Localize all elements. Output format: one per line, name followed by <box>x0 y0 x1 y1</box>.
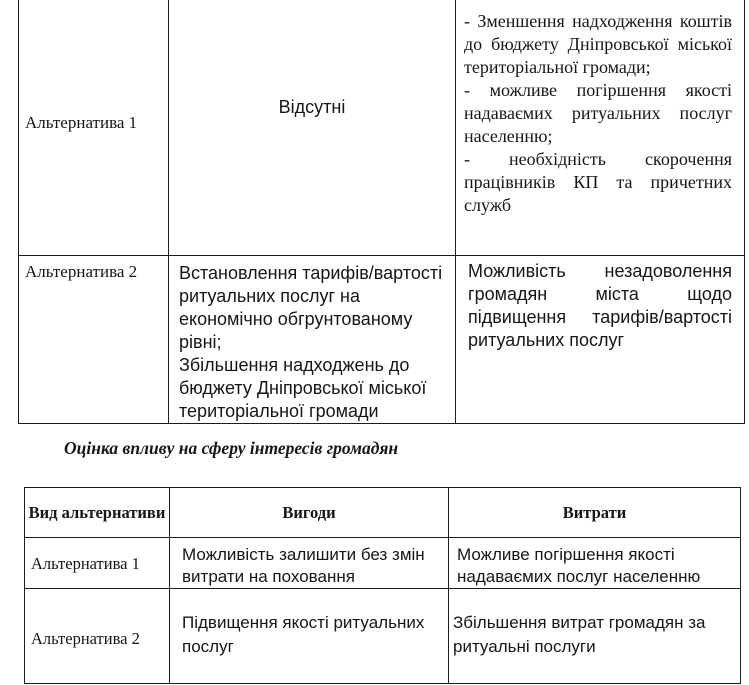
costs-cell <box>456 0 745 256</box>
alternative-label: Альтернатива 2 <box>19 256 169 424</box>
column-header-costs: Витрати <box>449 488 741 538</box>
alternative-label: Альтернатива 1 <box>19 0 169 256</box>
costs-cell: Можливе погіршення якості надаваємих послуг населенню <box>449 538 741 589</box>
column-header-alternative: Вид альтернативи <box>25 488 170 538</box>
table-row <box>25 538 741 589</box>
costs-cell: Можливість незадоволення громадян міста щодо підвищення тарифів/вартості ритуальних послуг <box>456 256 745 424</box>
benefit-item: Збільшення надходжень до бюджету Дніпровської міської територіальної громади <box>179 355 427 421</box>
benefits-cell <box>169 256 456 424</box>
alternative-label: Альтернатива 1 <box>25 538 170 589</box>
costs-cell: Збільшення витрат громадян за ритуальні послуги <box>449 589 741 684</box>
cost-item: - можливе погіршення якості надаваємих ритуальних послуг населенню; <box>464 80 732 146</box>
table-row <box>19 256 745 424</box>
benefits-cell: Відсутні <box>169 0 456 256</box>
benefits-cell: Можливість залишити без змін витрати на поховання <box>170 538 449 589</box>
column-header-benefits: Вигоди <box>170 488 449 538</box>
cost-item: - необхідність скорочення працівників КП та причетних служб <box>464 149 732 215</box>
alternatives-table <box>18 0 745 424</box>
benefits-cell: Підвищення якості ритуальних послуг <box>170 589 449 684</box>
table-row <box>19 0 745 256</box>
table-header-row <box>25 488 741 538</box>
cost-item: - Зменшення надходження коштів до бюджету Дніпровської міської територіальної громади; <box>464 11 732 77</box>
alternative-label: Альтернатива 2 <box>25 589 170 684</box>
table-row <box>25 589 741 684</box>
citizen-impact-table <box>24 487 741 684</box>
section-heading: Оцінка впливу на сферу інтересів громадян <box>64 438 399 458</box>
benefit-item: Встановлення тарифів/вартості ритуальних послуг на економічно обгрунтованому рівні; <box>179 263 443 352</box>
